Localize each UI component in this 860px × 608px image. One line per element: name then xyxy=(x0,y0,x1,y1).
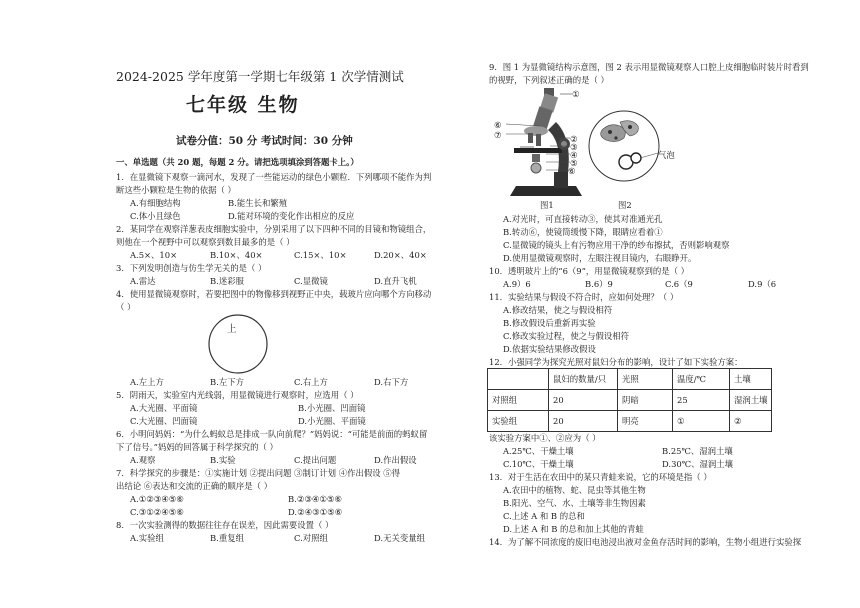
q1-option-a: A.有细胞结构 xyxy=(130,198,181,208)
q2-option-c: C.15×、10× xyxy=(294,250,347,260)
exam-title: 2024-2025 学年度第一学期七年级第 1 次学情测试 xyxy=(116,69,404,84)
q3-option-c: C.显微镜 xyxy=(294,276,328,286)
q5-option-b: B.小光圈、凹面镜 xyxy=(298,403,366,413)
q1-option-d: D.能对环境的变化作出相应的反应 xyxy=(228,211,355,221)
q2-option-d: D.20×、40× xyxy=(374,250,427,260)
q2-stem: 则他在一个视野中可以观察到数目最多的是（ ） xyxy=(116,237,295,247)
q10-option-b: B.6）9 xyxy=(585,279,613,289)
q4-stem: （ ） xyxy=(116,302,136,312)
table-cell: ① xyxy=(673,411,730,432)
q4-option-d: D.右下方 xyxy=(374,377,409,387)
table-cell: 实验组 xyxy=(488,411,549,432)
q1-option-b: B.能生长和繁殖 xyxy=(228,198,288,208)
q7-stem: 7．科学探究的步骤是：①实施计划 ②提出问题 ③制订计划 ④作出假设 ⑤得 xyxy=(116,468,400,478)
q11-option-b: B.修改假设后重新再实验 xyxy=(503,318,596,328)
q12-option-d: D.30℃、湿润土壤 xyxy=(662,459,733,469)
q9-option-a: A.对光时，可直接转动③，使其对准通光孔 xyxy=(503,214,663,224)
q9-option-d: D.使用显微镜观察时，左眼注视目镜内，右眼睁开。 xyxy=(503,253,697,263)
q13-option-b: B.阳光、空气、水、土壤等非生物因素 xyxy=(503,498,646,508)
subject-title: 七年级 生物 xyxy=(186,94,300,116)
q10-option-a: A.9）6 xyxy=(503,279,531,289)
table-cell: 湿润土壤 xyxy=(730,390,772,411)
table-header-cell xyxy=(488,369,549,390)
q5-option-a: A.大光圈、平面镜 xyxy=(130,403,198,413)
fig1-label-2: ② xyxy=(570,134,578,144)
table-header-cell: 土壤 xyxy=(730,369,772,390)
q8-option-c: C.对照组 xyxy=(294,533,328,543)
q9-stem: 的视野，下列叙述正确的是（ ） xyxy=(489,75,609,85)
q4-stem: 4．使用显微镜观察时，若要把图中的物像移到视野正中央，载玻片应向哪个方向移动 xyxy=(116,289,432,299)
bubble-pointer xyxy=(640,150,660,160)
table-header-cell: 温度/℃ xyxy=(673,369,730,390)
q12-option-c: C.10℃、干燥土壤 xyxy=(503,459,574,469)
q12-option-a: A.25℃、干燥土壤 xyxy=(503,446,574,456)
q12-question: 该实验方案中①、②应为（ ） xyxy=(489,433,601,443)
q3-option-a: A.雷达 xyxy=(130,276,156,286)
table-row xyxy=(488,411,772,432)
q8-option-b: B.重复组 xyxy=(210,533,244,543)
q10-option-c: C.6（9 xyxy=(665,279,693,289)
q4-figure-label: 上 xyxy=(227,324,237,335)
q6-option-b: B.实验 xyxy=(210,455,236,465)
q4-option-c: C.右上方 xyxy=(294,377,328,387)
table-cell: 25 xyxy=(673,390,730,411)
q6-option-a: A.观察 xyxy=(130,455,156,465)
q3-option-b: B.迷彩服 xyxy=(210,276,244,286)
q12-stem: 12．小强同学为探究光照对鼠妇分布的影响，设计了如下实验方案： xyxy=(489,357,743,367)
q2-option-b: B.10×、40× xyxy=(210,250,263,260)
q11-option-d: D.依据实验结果修改假设 xyxy=(503,344,596,354)
q6-option-c: C.提出问题 xyxy=(294,455,337,465)
fig1-label-4: ④ xyxy=(570,150,578,160)
q9-option-c: C.显微镜的镜头上有污物应用干净的纱布擦拭，否则影响观察 xyxy=(503,240,730,250)
q5-option-c: C.大光圈、凹面镜 xyxy=(130,416,198,426)
fig1-label-6: ⑥ xyxy=(494,120,502,130)
q7-option-b: B.②③④①⑤⑥ xyxy=(288,494,342,504)
q1-stem: 断这些小颗粒是生物的依据（ ） xyxy=(116,185,236,195)
q10-option-d: D.9（6 xyxy=(748,279,777,289)
q4-option-a: A.左上方 xyxy=(130,377,164,387)
q11-option-c: C.修改实验过程，使之与假设相符 xyxy=(503,331,630,341)
q7-option-a: A.①②③④⑤⑥ xyxy=(130,494,184,504)
microscope-view-circle xyxy=(206,312,270,376)
fig1-label-extra: ⑥ xyxy=(568,166,576,176)
q4-option-b: B.左下方 xyxy=(210,377,244,387)
q10-stem: 10．透明玻片上的“6（9”，用显微镜观察到的是（ ） xyxy=(489,266,690,276)
q11-option-a: A.修改结果，使之与假设相符 xyxy=(503,305,613,315)
table-row xyxy=(488,369,772,390)
q13-option-a: A.农田中的植物、蛇、昆虫等其他生物 xyxy=(503,485,646,495)
score-info: 试卷分值：50 分 考试时间：30 分钟 xyxy=(176,135,353,147)
q6-stem: 6．小明问妈妈：“为什么蚂蚁总是排成一队向前爬？”妈妈说：“可能是前面的蚂蚁留 xyxy=(116,429,428,439)
fig1-label-1: ① xyxy=(572,89,580,99)
q9-option-b: B.转动⑥，使镜筒缓慢下降，眼睛应看着① xyxy=(503,227,663,237)
q7-option-c: C.③①②④⑤⑥ xyxy=(130,507,184,517)
fig1-caption: 图1 xyxy=(540,200,554,210)
q13-option-d: D.上述 A 和 B 的总和加上其他的青蛙 xyxy=(503,524,644,534)
table-cell: 对照组 xyxy=(488,390,549,411)
q2-option-a: A.5×、10× xyxy=(130,250,178,260)
q13-stem: 13．对于生活在农田中的某只青蛙来说，它的环境是指（ ） xyxy=(489,472,712,482)
q3-stem: 3．下列发明创造与仿生学无关的是（ ） xyxy=(116,263,267,273)
callout-lines xyxy=(500,88,580,178)
fig2-caption: 图2 xyxy=(618,200,632,210)
q13-option-c: C.上述 A 和 B 的总和 xyxy=(503,511,585,521)
q1-stem: 1．在显微镜下观察一滴河水，发现了一些能运动的绿色小颗粒．下列哪项不能作为判 xyxy=(116,172,432,182)
q2-stem: 2．某同学在观察洋葱表皮细胞实验中，分别采用了以下四种不同的目镜和物镜组合， xyxy=(116,224,432,234)
table-cell: 明亮 xyxy=(618,411,673,432)
q12-option-b: B.25℃、湿润土壤 xyxy=(662,446,733,456)
q1-option-c: C.体小且绿色 xyxy=(130,211,181,221)
q6-option-d: D.作出假设 xyxy=(374,455,417,465)
fig1-label-7: ⑦ xyxy=(494,130,502,140)
q11-stem: 11．实验结果与假设不符合时，应如何处理？（ ） xyxy=(489,292,679,302)
table-cell: 20 xyxy=(549,390,618,411)
q14-stem: 14．为了解不同浓度的废旧电池浸出液对金鱼存活时间的影响，生物小组进行实验探 xyxy=(489,537,802,547)
table-header-cell: 光照 xyxy=(618,369,673,390)
bubble-label: 气泡 xyxy=(658,150,675,160)
q8-stem: 8．一次实验测得的数据往往存在误差，因此需要设置（ ） xyxy=(116,520,334,530)
q3-option-d: D.直升飞机 xyxy=(374,276,417,286)
table-cell: 阴暗 xyxy=(618,390,673,411)
q5-stem: 5．阴雨天，实验室内光线弱，用显微镜进行观察时，应选用（ ） xyxy=(116,390,359,400)
q8-option-d: D.无关变量组 xyxy=(374,533,425,543)
fig1-label-3: ③ xyxy=(570,142,578,152)
field-of-view-figure xyxy=(586,108,662,184)
q8-option-a: A.实验组 xyxy=(130,533,164,543)
table-header-cell: 鼠妇的数量/只 xyxy=(549,369,618,390)
q5-option-d: D.小光圈、平面镜 xyxy=(298,416,366,426)
section-heading: 一、单选题（共 20 题，每题 2 分。请把选项填涂到答题卡上。） xyxy=(116,157,359,167)
q6-stem: 下了信号。”妈妈的回答属于科学探究的（ ） xyxy=(116,442,278,452)
table-row xyxy=(488,390,772,411)
q9-stem: 9．图 1 为显微镜结构示意图，图 2 表示用显微镜观察人口腔上皮细胞临时装片时看到 xyxy=(489,62,809,72)
experiment-table xyxy=(487,368,772,432)
table-cell: 20 xyxy=(549,411,618,432)
q7-stem: 出结论 ⑥表达和交流的正确的顺序是（ ） xyxy=(116,481,273,491)
table-cell: ② xyxy=(730,411,772,432)
fig1-label-5: ⑤ xyxy=(570,158,578,168)
q7-option-d: D.②④③①⑤⑥ xyxy=(288,507,343,517)
